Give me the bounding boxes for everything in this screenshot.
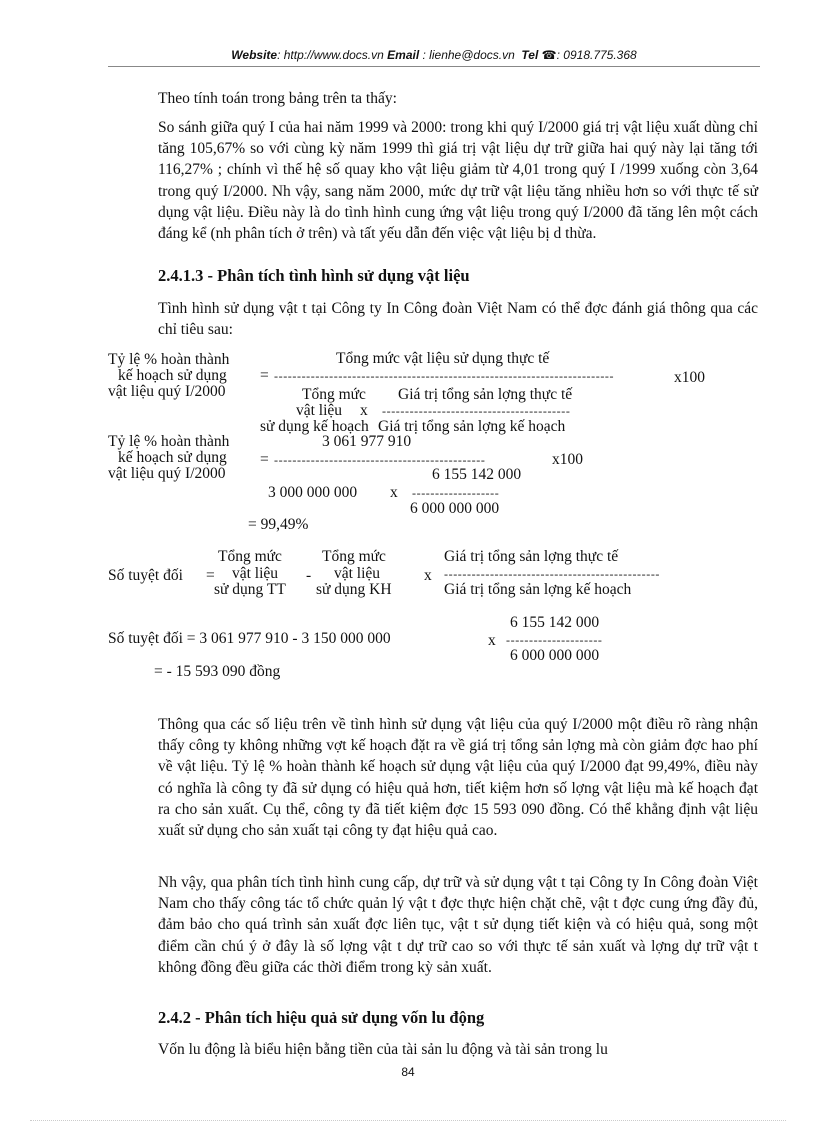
- paragraph-summary: Nh vậy, qua phân tích tình hình cung cấp, dự trữ và sử dụng vật t tại Công ty In Công đoàn Việt Nam cho thấy công tác tổ chức quản lý vật t đợc thực hiện chặt chẽ, vật t đợc cung ứng đầy đủ, đảm bảo cho quá trình sản xuất đợc liên tục, vật t sử dụng tiết kiện và có hiệu quả, song một điểm cần chú ý ở đây là số lợng vật t dự trữ cao so với thực tế sản xuất và lợng dự trữ vật t không đồng đều giữa các thời điểm trong kỳ sản xuất.: [158, 874, 758, 976]
- sub-denominator: Giá trị tổng sản lợng kế hoạch: [444, 581, 632, 598]
- denominator-term: sử dụng kế hoạch: [260, 418, 369, 435]
- multiplier: x100: [552, 451, 583, 468]
- formula-label: Tỷ lệ % hoàn thành: [108, 433, 230, 450]
- sub-numerator: Giá trị tổng sản lợng thực tế: [398, 386, 573, 403]
- sub-numerator: Giá trị tổng sản lợng thực tế: [444, 548, 619, 565]
- formula-label: vật liệu quý I/2000: [108, 465, 226, 482]
- sub-fraction-bar: -----------------------------------------: [382, 404, 571, 418]
- formula-expression: Số tuyệt đối = 3 061 977 910 - 3 150 000 000: [108, 630, 391, 647]
- formula-label: kế hoạch sử dụng: [118, 449, 227, 466]
- sub-denominator: 6 000 000 000: [510, 647, 600, 664]
- term-total: vật liệu: [232, 565, 279, 582]
- formula-label: vật liệu quý I/2000: [108, 383, 226, 400]
- planned-usage-value: 3 000 000 000: [268, 484, 358, 501]
- sub-denominator: Giá trị tổng sản lợng kế hoạch: [378, 418, 566, 435]
- paragraph-conclusion: Thông qua các số liệu trên về tình hình sử dụng vật liệu của quý I/2000 một điều rõ ràng nhận thấy công ty không những vợt kế hoạch đặt ra về giá trị tổng sản lợng mà còn giảm đợc hao phí về vật liệu. Tỷ lệ % hoàn thành kế hoạch sử dụng vật liệu của quý I/2000 đạt 99,49%, điều này có nghĩa là công ty đã sử dụng có hiệu quả hơn, tiết kiệm hơn số lợng vật liệu mà kế hoạch đạt ra cho sản xuất. Cụ thể, công ty đã tiết kiệm đợc 15 593 090 đồng. Có thể khẳng định vật liệu xuất sử dụng cho sản xuất tại công ty đạt hiệu quả cao.: [158, 716, 758, 840]
- term-total: sử dụng TT: [214, 581, 286, 598]
- paragraph-comparison: So sánh giữa quý I của hai năm 1999 và 2000: trong khi quý I/2000 giá trị vật liệu xuất dùng chỉ tăng 105,67% so với cùng kỳ năm 1999 thì giá trị vật liệu dự trữ giữa hai quý này lại tăng tới 116,27% ; chính vì thế hệ số quay kho vật liệu giảm từ 4,01 trong quý I /1999 xuống còn 3,64 trong quý I/2000. Nh vậy, sang năm 2000, mức dự trữ vật liệu tăng nhiều hơn so với thực tế sử dụng vật liệu. Điều này là do tình hình cung ứng vật liệu trong quý I/2000 đã tăng lên một cách đáng kể (nh phân tích ở trên) và tất yếu dẫn đến việc vật liệu bị d thừa.: [158, 119, 758, 243]
- website-label: Website: [231, 48, 278, 62]
- header-divider: [108, 66, 760, 67]
- sub-fraction-bar: -------------------: [412, 486, 500, 500]
- formula-numerator: 3 061 977 910: [322, 433, 412, 450]
- sub-fraction-bar: ---------------------: [506, 633, 603, 647]
- equals-sign: =: [206, 567, 215, 584]
- term-total: vật liệu: [334, 565, 381, 582]
- paragraph-intro: Theo tính toán trong bảng trên ta thấy:: [158, 90, 397, 107]
- phone-icon: ☎: [541, 48, 557, 62]
- denominator-term: vật liệu: [296, 402, 343, 419]
- sub-denominator: 6 000 000 000: [410, 500, 500, 517]
- minus-sign: -: [306, 567, 312, 584]
- formula-numerator: Tổng mức vật liệu sử dụng thực tế: [336, 350, 550, 367]
- multiply-sign: x: [360, 402, 368, 419]
- section-heading-working-capital: 2.4.2 - Phân tích hiệu quả sử dụng vốn lu động: [158, 1008, 485, 1027]
- website-url[interactable]: : http://www.docs.vn: [277, 48, 384, 62]
- formula-label: Số tuyệt đối: [108, 567, 183, 584]
- term-total: Tổng mức: [322, 548, 386, 565]
- email-label: Email: [387, 48, 420, 62]
- tel-value: : 0918.775.368: [556, 48, 637, 62]
- formula-result: = - 15 593 090 đồng: [154, 663, 281, 680]
- paragraph-working-capital: Vốn lu động là biểu hiện bằng tiền của tài sản lu động và tài sản trong lu: [158, 1041, 608, 1058]
- term-total: Tổng mức: [218, 548, 282, 565]
- tel-label: Tel: [521, 48, 539, 62]
- multiplier: x100: [674, 369, 705, 386]
- formula-label: kế hoạch sử dụng: [118, 367, 227, 384]
- fraction-bar: --------------------------------------------------------------------------: [274, 369, 615, 383]
- email-value[interactable]: : lienhe@docs.vn: [422, 48, 515, 62]
- equals-sign: =: [260, 451, 269, 468]
- equals-sign: =: [260, 367, 269, 384]
- section-heading-material-usage: 2.4.1.3 - Phân tích tình hình sử dụng vật liệu: [158, 266, 470, 285]
- formula-label: Tỷ lệ % hoàn thành: [108, 351, 230, 368]
- sub-numerator: 6 155 142 000: [432, 466, 522, 483]
- fraction-bar: ----------------------------------------------: [274, 453, 486, 467]
- footer-divider: [30, 1120, 786, 1121]
- paragraph-indicators: Tình hình sử dụng vật t tại Công ty In Công đoàn Việt Nam có thể đợc đánh giá thông qua các chỉ tiêu sau:: [158, 300, 758, 339]
- multiply-sign: x: [424, 567, 432, 584]
- sub-fraction-bar: -----------------------------------------------: [444, 567, 661, 581]
- denominator-term: Tổng mức: [302, 386, 366, 403]
- page-header: [108, 48, 760, 62]
- formula-result: = 99,49%: [248, 516, 309, 533]
- page-number: 84: [401, 1065, 415, 1079]
- multiply-sign: x: [390, 484, 398, 501]
- multiply-sign: x: [488, 632, 496, 649]
- sub-numerator: 6 155 142 000: [510, 614, 600, 631]
- term-total: sử dụng KH: [316, 581, 392, 598]
